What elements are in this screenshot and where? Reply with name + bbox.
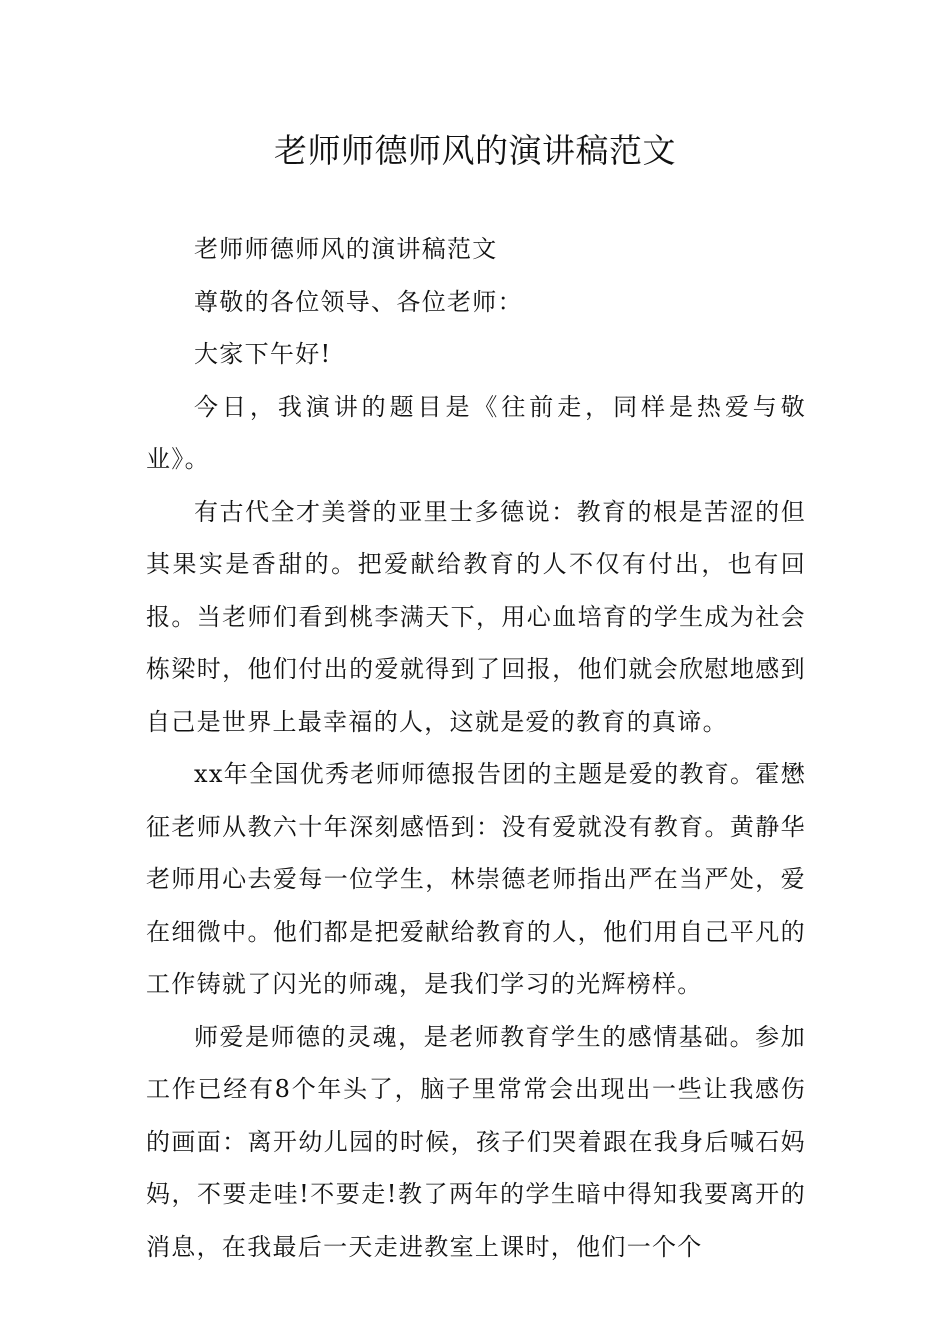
document-title: 老师师德师风的演讲稿范文	[274, 131, 676, 170]
paragraph-teacher-love: 师爱是师德的灵魂，是老师教育学生的感情基础。参加工作已经有8个年头了，脑子里常常会出现出一些让我感伤的画面：离开幼儿园的时候，孩子们哭着跟在我身后喊石妈妈，不要走哇!不要走!教了两年的学生暗中得知我要离开的消息，在我最后一天走进教室上课时，他们一个个	[146, 1022, 806, 1261]
paragraph-subtitle: 老师师德师风的演讲稿范文	[194, 235, 498, 263]
paragraph-salutation: 尊敬的各位领导、各位老师：	[194, 287, 523, 316]
document-body	[146, 223, 806, 1273]
paragraph-greeting: 大家下午好!	[194, 340, 332, 368]
paragraph-aristotle: 有古代全才美誉的亚里士多德说：教育的根是苦涩的但其果实是香甜的。把爱献给教育的人不仅有付出，也有回报。当老师们看到桃李满天下，用心血培育的学生成为社会栋梁时，他们付出的爱就得到了回报，他们就会欣慰地感到自己是世界上最幸福的人，这就是爱的教育的真谛。	[146, 497, 806, 736]
paragraph-speech-topic: 今日，我演讲的题目是《往前走，同样是热爱与敬业》。	[146, 392, 806, 473]
paragraph-report-group: xx年全国优秀老师师德报告团的主题是爱的教育。霍懋征老师从教六十年深刻感悟到：没有爱就没有教育。黄静华老师用心去爱每一位学生，林崇德老师指出严在当严处，爱在细微中。他们都是把爱献给教育的人，他们用自己平凡的工作铸就了闪光的师魂，是我们学习的光辉榜样。	[146, 760, 806, 998]
